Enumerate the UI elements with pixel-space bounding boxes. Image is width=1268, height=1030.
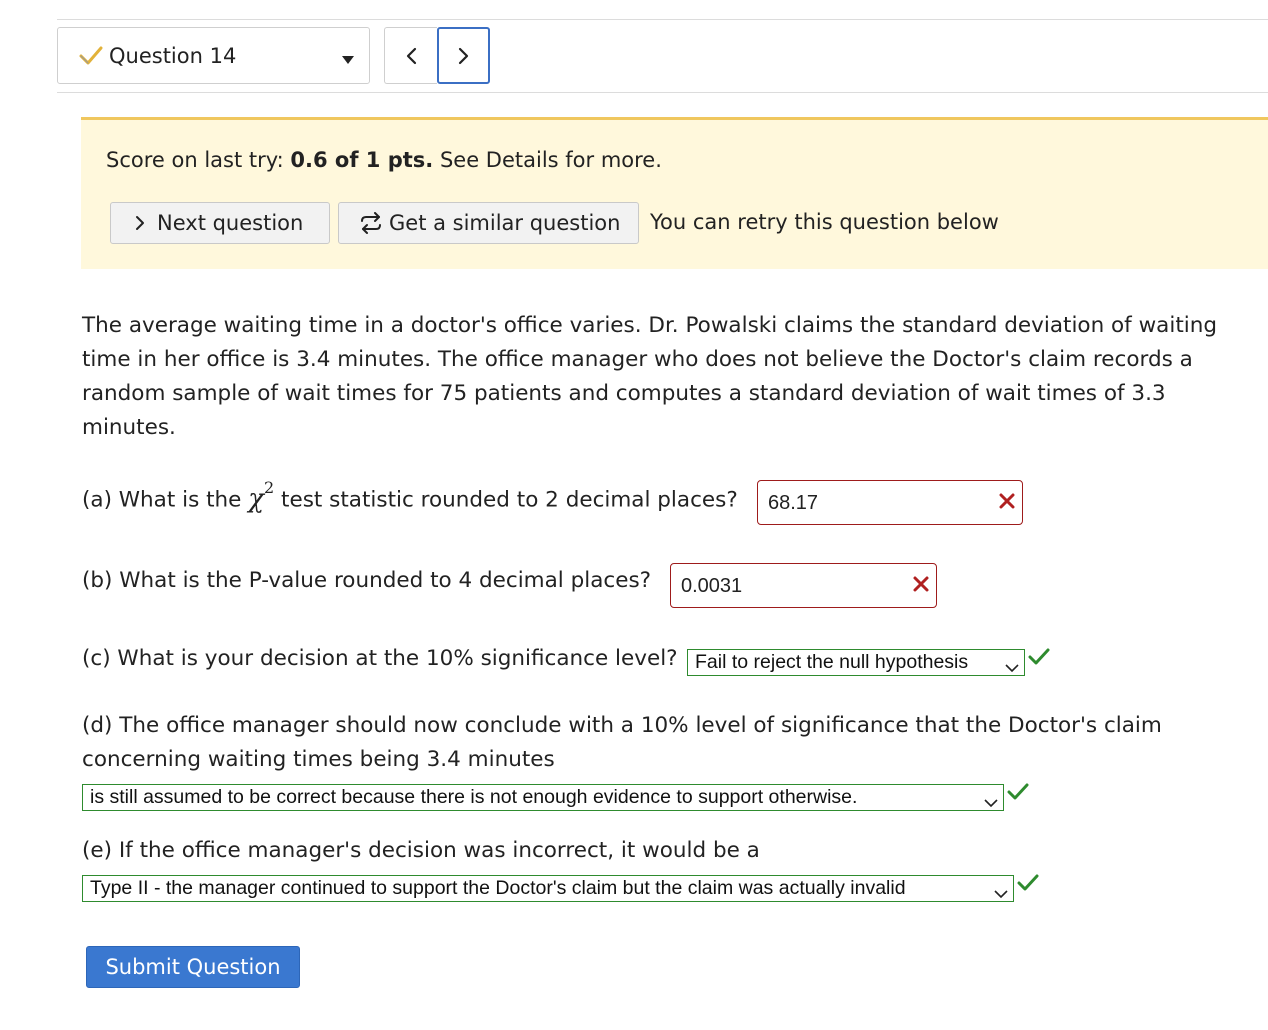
chevron-right-icon xyxy=(458,47,470,65)
next-question-nav-button[interactable] xyxy=(437,27,490,84)
score-prefix: Score on last try: xyxy=(106,148,291,172)
part-a-answer-value: 68.17 xyxy=(768,492,819,514)
part-b-prompt: (b) What is the P-value rounded to 4 decimal places? xyxy=(82,568,652,593)
correct-check-icon xyxy=(1007,783,1029,805)
incorrect-x-icon xyxy=(912,575,930,599)
part-c-decision-select[interactable] xyxy=(687,649,1025,676)
similar-question-button[interactable] xyxy=(338,202,639,244)
part-e-selected-value: Type II - the manager continued to support the Doctor's claim but the claim was actually invalid xyxy=(90,877,906,899)
chevron-left-icon xyxy=(405,47,417,65)
chevron-down-icon xyxy=(984,791,998,814)
chevron-right-icon xyxy=(135,215,145,231)
part-a-suffix: test statistic rounded to 2 decimal places? xyxy=(274,487,738,513)
part-b-answer-value: 0.0031 xyxy=(681,575,743,597)
chevron-down-icon xyxy=(994,882,1008,905)
score-line xyxy=(106,148,662,172)
checkmark-icon xyxy=(78,45,104,71)
similar-question-label: Get a similar question xyxy=(389,211,621,235)
question-label: Question 14 xyxy=(109,44,237,68)
correct-check-icon xyxy=(1017,874,1039,896)
score-panel xyxy=(81,117,1268,269)
part-d-prompt-line2: concerning waiting times being 3.4 minutes xyxy=(82,747,555,772)
chi-square-symbol xyxy=(248,478,275,514)
part-b-answer-input[interactable] xyxy=(670,563,937,608)
score-suffix: See Details for more. xyxy=(433,148,662,172)
next-question-button[interactable] xyxy=(110,202,330,244)
top-divider xyxy=(57,19,1268,20)
retry-text: You can retry this question below xyxy=(650,210,999,234)
part-a-answer-input[interactable] xyxy=(757,480,1023,525)
submit-question-button[interactable]: Submit Question xyxy=(86,946,300,988)
part-a-prompt xyxy=(82,478,738,514)
next-question-label: Next question xyxy=(157,211,304,235)
part-e-error-type-select[interactable] xyxy=(82,875,1014,902)
part-d-prompt-line1: (d) The office manager should now conclude with a 10% level of significance that the Doctor's claim xyxy=(82,713,1162,738)
problem-text: The average waiting time in a doctor's office varies. Dr. Powalski claims the standard deviation of waiting time in her office is 3.4 minutes. The office manager who does not believe the Doctor's claim records a random sample of wait times for 75 patients and computes a standard deviation of wait times of 3.3 minutes. xyxy=(82,313,1217,440)
part-d-conclusion-select[interactable] xyxy=(82,784,1004,811)
part-c-prompt: (c) What is your decision at the 10% significance level? xyxy=(82,646,678,671)
question-select[interactable] xyxy=(57,27,370,84)
incorrect-x-icon xyxy=(998,492,1016,516)
repeat-icon xyxy=(359,212,383,234)
chi-exponent: 2 xyxy=(264,478,275,497)
caret-down-icon xyxy=(341,50,355,69)
part-e-prompt: (e) If the office manager's decision was incorrect, it would be a xyxy=(82,838,760,863)
chevron-down-icon xyxy=(1005,656,1019,679)
part-c-selected-value: Fail to reject the null hypothesis xyxy=(695,651,969,673)
correct-check-icon xyxy=(1028,648,1050,670)
nav-divider xyxy=(57,92,1268,93)
part-d-selected-value: is still assumed to be correct because there is not enough evidence to support otherwise. xyxy=(90,786,858,808)
score-value: 0.6 of 1 pts. xyxy=(290,148,434,172)
previous-question-button[interactable] xyxy=(384,27,437,84)
chi-letter: χ xyxy=(248,483,265,514)
part-a-prefix: (a) What is the xyxy=(82,487,249,513)
